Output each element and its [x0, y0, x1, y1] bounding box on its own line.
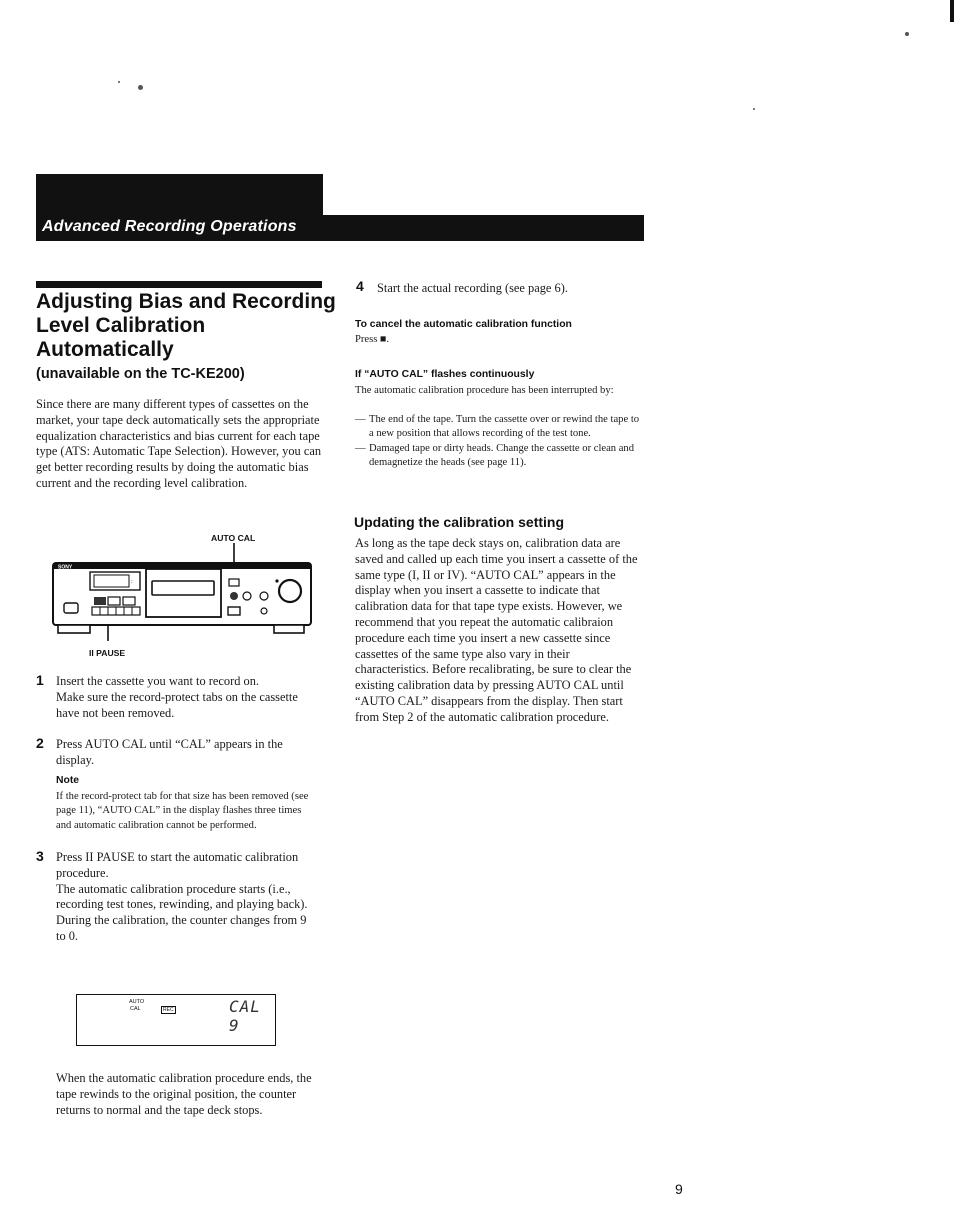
step-3-text: [56, 850, 318, 945]
sony-logo: SONY: [58, 564, 73, 571]
step-1-line-1: Insert the cassette you want to record on.: [56, 674, 259, 688]
display-auto-label: AUTO: [129, 999, 145, 1005]
edge-mark: [950, 0, 954, 22]
svg-text::: :: [131, 579, 133, 585]
step-1-number: 1: [36, 672, 44, 688]
title-line-3: Automatically: [36, 338, 174, 361]
cancel-heading: To cancel the automatic calibration function: [355, 319, 572, 330]
list-item: [355, 413, 643, 442]
title-line-2: Level Calibration: [36, 314, 206, 337]
intro-paragraph: Since there are many different types of cassettes on the market, your tape deck automatically sets the appropriate equalization characteristics and bias current for each tape type (ATS: Automatic Tape Selection). However, you can get better recording results by doing the automatic bias current and the recording level calibration.: [36, 397, 322, 490]
step-2-text: Press AUTO CAL until “CAL” appears in the display.: [56, 737, 283, 767]
step-3-line-1: Press II PAUSE to start the automatic calibration procedure.: [56, 850, 299, 880]
display-rec-indicator: REC: [163, 1007, 174, 1013]
flash-list: [355, 413, 643, 471]
auto-cal-label: AUTO CAL: [211, 533, 256, 543]
step-4-number: 4: [356, 278, 364, 294]
page-title: [36, 290, 336, 362]
title-rule: [36, 281, 322, 288]
display-cal-label: CAL: [130, 1006, 141, 1012]
step-3-number: 3: [36, 848, 44, 864]
step-1-text: [56, 674, 320, 721]
step-2-number: 2: [36, 735, 44, 751]
scan-speck: [118, 81, 120, 83]
note-heading: Note: [56, 775, 80, 786]
flash-heading: If “AUTO CAL” flashes continuously: [355, 369, 535, 380]
title-line-1: Adjusting Bias and Recording: [36, 290, 336, 313]
note-text: If the record-protect tab for that size has been removed (see page 11), “AUTO CAL” in the display flashes three times and automatic calibration cannot be performed.: [56, 791, 309, 831]
updating-heading: Updating the calibration setting: [354, 514, 565, 530]
header-block: [36, 174, 323, 218]
list-dash: —: [355, 442, 366, 454]
scan-speck: [905, 32, 909, 36]
cancel-text: Press ■.: [355, 334, 390, 345]
display-panel: [76, 994, 276, 1046]
list-item-text: The end of the tape. Turn the cassette over or rewind the tape to a new position that allows recording of the test tone.: [369, 414, 640, 440]
section-title: Advanced Recording Operations: [42, 218, 297, 235]
ending-paragraph: When the automatic calibration procedure ends, the tape rewinds to the original position, the counter returns to normal and the tape deck stops.: [56, 1071, 312, 1117]
scan-speck: [138, 85, 143, 90]
list-item: [355, 442, 643, 471]
scan-speck: [753, 108, 755, 110]
step-4-text: Start the actual recording (see page 6).: [377, 281, 568, 295]
list-item-text: Damaged tape or dirty heads. Change the cassette or clean and demagnetize the heads (see page 11).: [369, 442, 635, 469]
list-dash: —: [355, 414, 366, 425]
step-1-line-2: Make sure the record-protect tabs on the cassette have not been removed.: [56, 689, 298, 720]
tape-deck-illustration: [52, 541, 316, 643]
updating-paragraph: As long as the tape deck stays on, calibration data are saved and called up each time you insert a cassette of the same type (I, II or IV). “AUTO CAL” appears in the display when you insert a cassette to indicate that calibration data for that tape type exists. However, we recommend that you repeat the automatic calibraion procedure each time you insert a new cassette since cassettes of the same type also vary in their characteristics. Before recalibrating, be sure to clear the existing calibration data by pressing AUTO CAL until “AUTO CAL” disappears from the display. Then start from Step 2 of the automatic calibration procedure.: [355, 536, 638, 724]
pause-label: II PAUSE: [89, 648, 126, 658]
step-3-line-3: During the calibration, the counter changes from 9 to 0.: [56, 913, 307, 943]
step-3-line-2: The automatic calibration procedure starts (i.e., recording test tones, rewinding, and playing back).: [56, 881, 308, 912]
display-readout: CAL 9: [229, 997, 261, 1035]
page-subtitle: (unavailable on the TC-KE200): [36, 366, 245, 382]
flash-intro: The automatic calibration procedure has been interrupted by:: [355, 385, 614, 396]
page-number: 9: [675, 1181, 683, 1197]
